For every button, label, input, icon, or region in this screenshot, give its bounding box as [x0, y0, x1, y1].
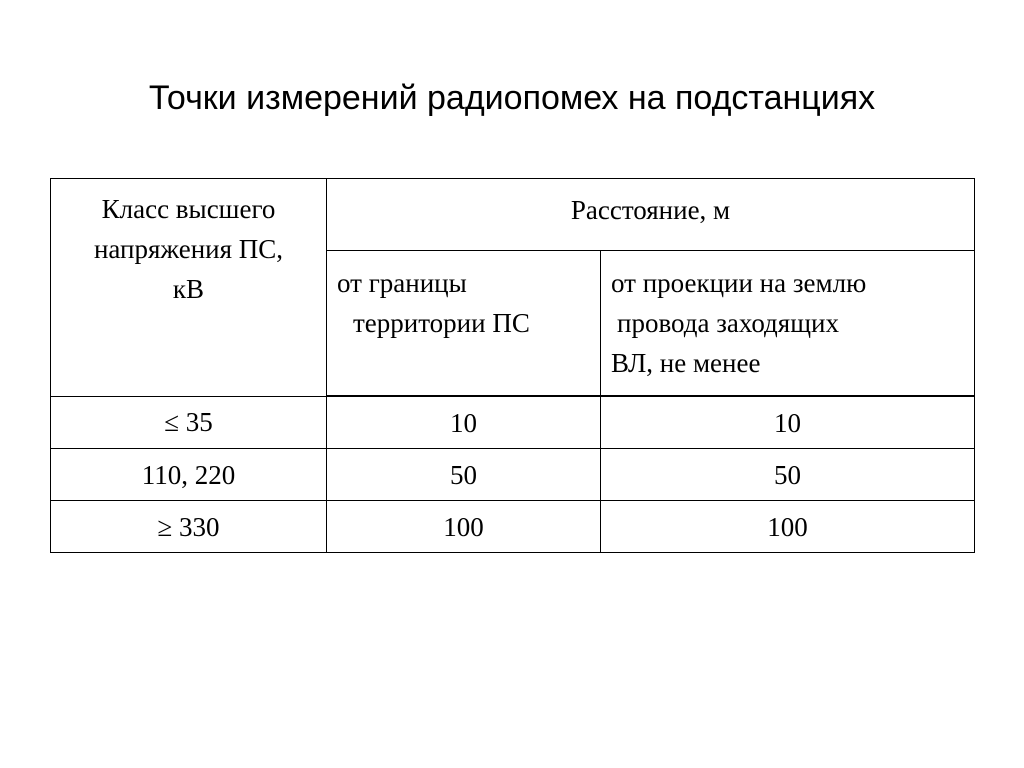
header-from-boundary [327, 251, 601, 397]
header-from-projection [601, 251, 975, 397]
projection-distance-cell: 100 [601, 501, 975, 553]
projection-distance-cell: 10 [601, 396, 975, 449]
header-voltage-class-line: Класс высшего [101, 194, 276, 224]
table-row [51, 501, 975, 553]
table-header-row [51, 179, 975, 251]
header-from-projection-line: провода заходящих [617, 308, 839, 338]
slide-title: Точки измерений радиопомех на подстанциях [148, 79, 876, 117]
table-row [51, 396, 975, 449]
header-voltage-class-line: напряжения ПС, [93, 234, 284, 264]
boundary-distance-cell: 100 [327, 501, 601, 553]
header-distance: Расстояние, м [327, 179, 975, 251]
header-from-boundary-line: от границы [337, 268, 467, 298]
projection-distance-cell: 50 [601, 449, 975, 501]
boundary-distance-cell: 50 [327, 449, 601, 501]
boundary-distance-cell: 10 [327, 396, 601, 449]
measurement-points-table [50, 178, 975, 553]
voltage-cell: 110, 220 [51, 449, 327, 501]
header-from-projection-line: ВЛ, не менее [611, 348, 761, 378]
voltage-cell: ≥ 330 [51, 501, 327, 553]
table-row [51, 449, 975, 501]
voltage-cell: ≤ 35 [51, 396, 327, 449]
header-from-projection-line: от проекции на землю [611, 268, 867, 298]
header-voltage-class-line: кВ [172, 274, 205, 304]
header-voltage-class [51, 179, 327, 397]
header-from-boundary-line: территории ПС [353, 308, 530, 338]
